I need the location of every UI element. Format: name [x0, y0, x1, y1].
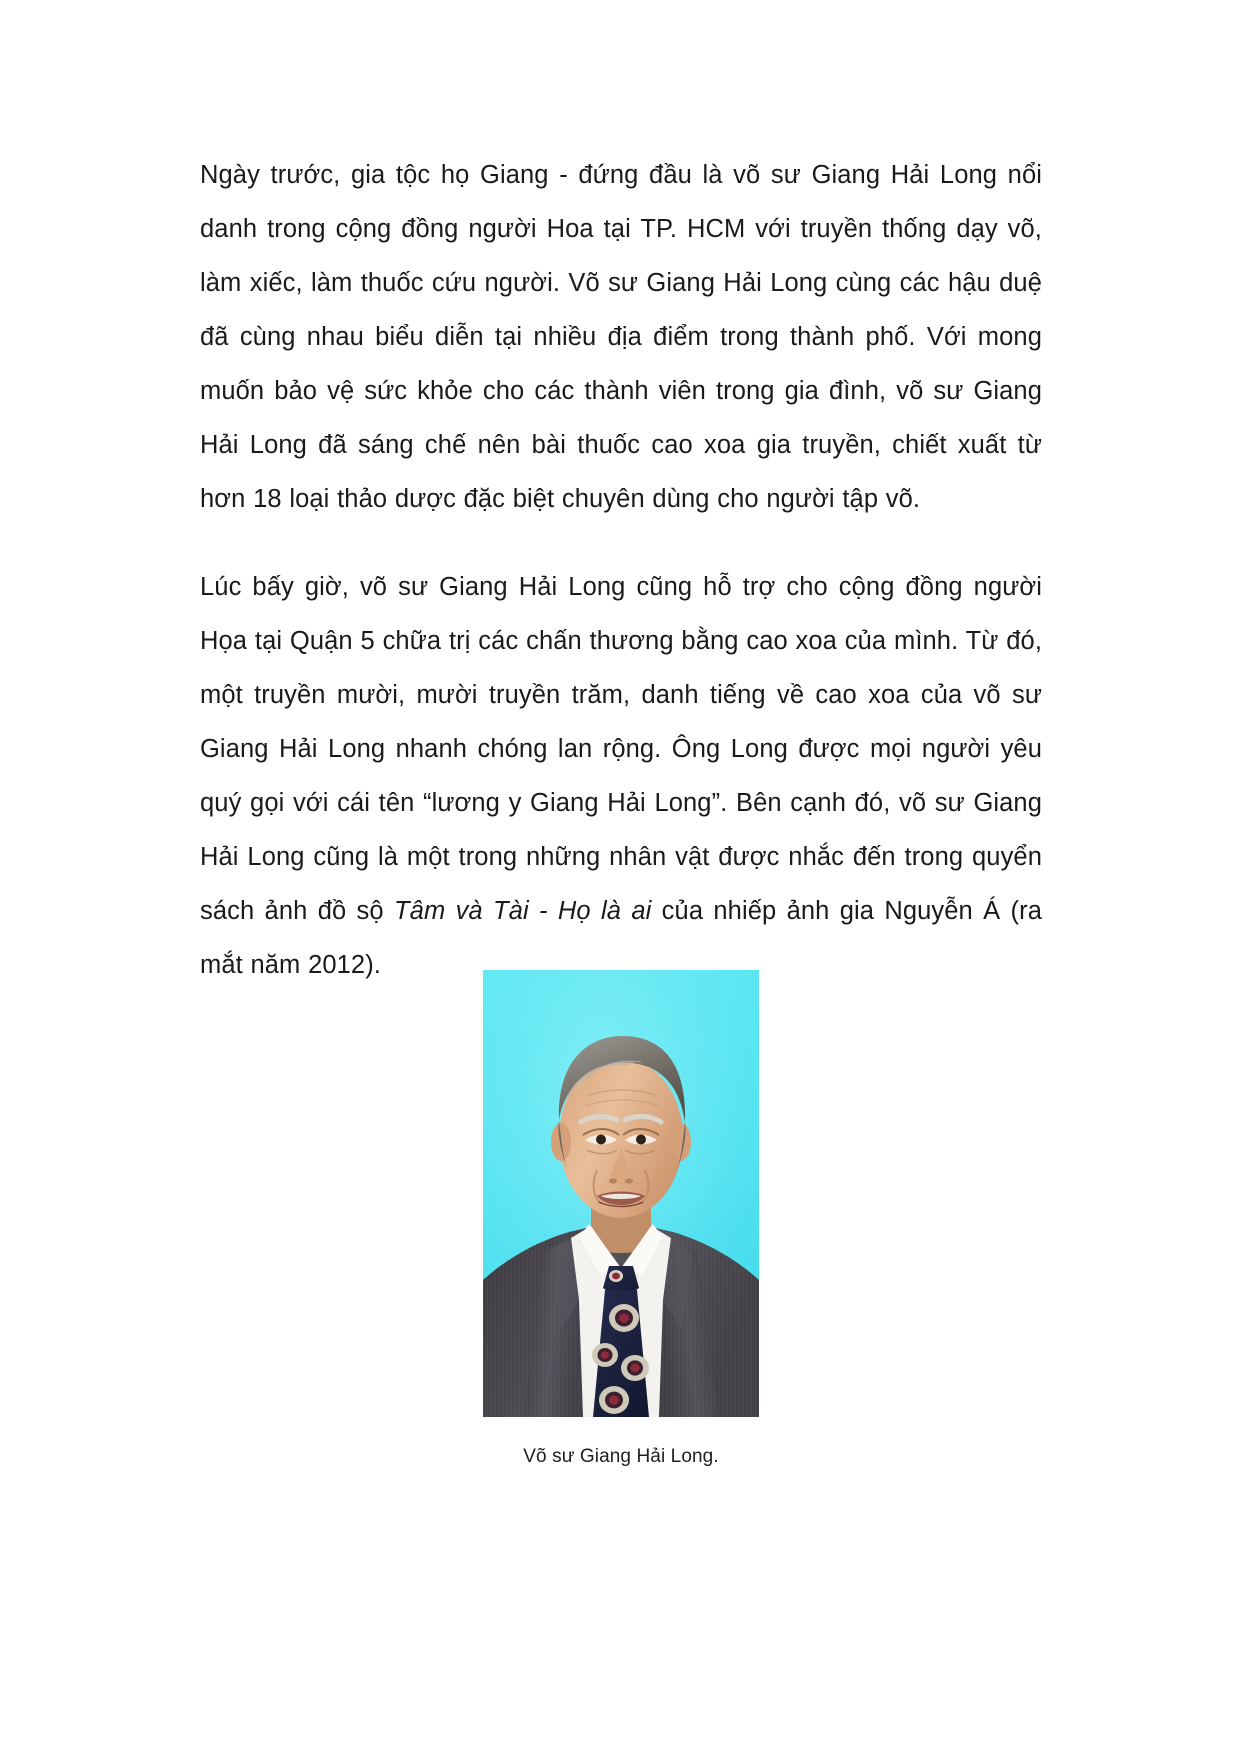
book-title-italic: Tâm và Tài - Họ là ai	[393, 897, 652, 925]
paragraph-2-part-1: Lúc bấy giờ, võ sư Giang Hải Long cũng hỗ trợ cho cộng đồng người Họa tại Quận 5 chữa trị các chấn thương bằng cao xoa của mình. Từ đó, một truyền mười, mười truyền trăm, danh tiếng về cao xoa của võ sư Giang Hải Long nhanh chóng lan rộng. Ông Long được mọi người yêu quý gọi với cái tên “lương y Giang Hải Long”. Bên cạnh đó, võ sư Giang Hải Long cũng là một trong những nhân vật được nhắc đến trong quyển sách ảnh đồ sộ	[200, 573, 1042, 925]
figure-block	[200, 970, 1042, 1470]
document-body	[200, 148, 1042, 1467]
figure-caption: Võ sư Giang Hải Long.	[523, 1446, 719, 1467]
portrait-photo	[483, 970, 759, 1417]
paragraph-1: Ngày trước, gia tộc họ Giang - đứng đầu là võ sư Giang Hải Long nổi danh trong cộng đồng người Hoa tại TP. HCM với truyền thống dạy võ, làm xiếc, làm thuốc cứu người. Võ sư Giang Hải Long cùng các hậu duệ đã cùng nhau biểu diễn tại nhiều địa điểm trong thành phố. Với mong muốn bảo vệ sức khỏe cho các thành viên trong gia đình, võ sư Giang Hải Long đã sáng chế nên bài thuốc cao xoa gia truyền, chiết xuất từ hơn 18 loại thảo dược đặc biệt chuyên dùng cho người tập võ.	[200, 161, 1042, 513]
paragraph-2	[200, 560, 1042, 992]
paragraph-2-part-3: của nhiếp ảnh gia Nguyễn Á (ra mắt năm 2012).	[200, 897, 1042, 979]
